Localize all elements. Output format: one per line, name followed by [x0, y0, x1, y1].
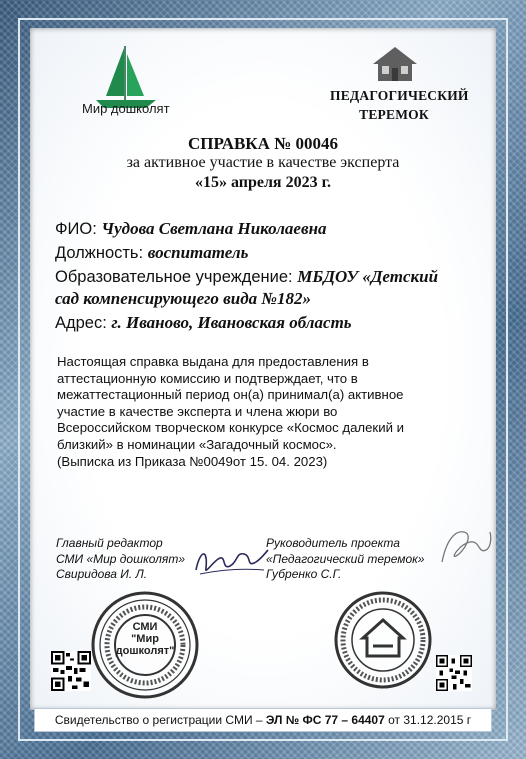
body-line: межаттестационный период он(а) принимал(а) активное [57, 387, 404, 403]
footer-prefix: Свидетельство о регистрации СМИ – [54, 713, 266, 727]
seal-pedagogicheskiy-teremok [333, 590, 433, 690]
logo-right-line2: ТЕРЕМОК [359, 107, 429, 122]
field-address [55, 313, 352, 333]
fio-label: ФИО: [55, 220, 97, 238]
position-value: воспитатель [147, 243, 249, 262]
certificate-title: СПРАВКА № 00046 [187, 134, 338, 153]
qr-code-right [436, 655, 472, 691]
address-value: г. Иваново, Ивановская область [111, 313, 352, 332]
signatory-left [56, 536, 185, 583]
address-label: Адрес: [55, 314, 107, 332]
certificate-date: «15» апреля 2023 г. [194, 174, 332, 191]
certificate-body [57, 354, 477, 470]
registration-footer [34, 708, 492, 732]
logo-pedagogicheskiy-teremok [330, 86, 469, 124]
field-institution-cont [55, 289, 311, 309]
signatory-right-org: «Педагогический теремок» [266, 551, 425, 566]
certificate-subtitle: за активное участие в качестве эксперта [126, 154, 400, 171]
signatory-right-role: Руководитель проекта [266, 536, 400, 550]
seal-left-line1: СМИ [132, 621, 158, 633]
seal-left-center [110, 621, 180, 657]
signatory-right [266, 536, 424, 583]
seal-left-line2: "Мир [131, 633, 159, 645]
handwritten-signature-right [434, 522, 494, 570]
institution-label: Образовательное учреждение: [55, 268, 293, 286]
signatory-right-name: Губренко С.Г. [266, 567, 342, 581]
house-icon [370, 44, 420, 84]
footer-suffix: от 31.12.2015 г [384, 713, 472, 727]
field-fio [55, 219, 327, 239]
logo-mir-doshkolyat: Мир дошколят [82, 101, 170, 116]
institution-value-line2: сад компенсирующего вида №182» [55, 289, 311, 308]
body-line: Всероссийском творческом конкурсе «Космос далекий и [57, 420, 404, 436]
position-label: Должность: [55, 244, 144, 262]
institution-value-line1: МБДОУ «Детский [297, 267, 439, 286]
field-position [55, 243, 248, 263]
body-line: близкий» в номинации «Загадочный космос». [57, 436, 337, 452]
signatory-left-role: Главный редактор [56, 536, 163, 550]
footer-reg-number: ЭЛ № ФС 77 – 64407 [265, 713, 385, 727]
fio-value: Чудова Светлана Николаевна [101, 219, 327, 238]
seal-left-line3: дошколят" [115, 645, 175, 657]
qr-code-left [51, 651, 91, 691]
body-line: Настоящая справка выдана для предоставления в [57, 354, 369, 369]
body-line: (Выписка из Приказа №0049от 15. 04. 2023) [57, 453, 328, 469]
signatory-left-name: Свиридова И. Л. [56, 567, 148, 581]
handwritten-signature-left [190, 540, 272, 580]
body-line: аттестационную комиссию и подтверждает, что в [57, 370, 358, 386]
field-institution [55, 267, 438, 287]
logo-right-line1: ПЕДАГОГИЧЕСКИЙ [330, 88, 469, 103]
signatory-left-org: СМИ «Мир дошколят» [56, 551, 185, 566]
body-line: участие в качестве эксперта и члена жюри во [57, 403, 338, 419]
